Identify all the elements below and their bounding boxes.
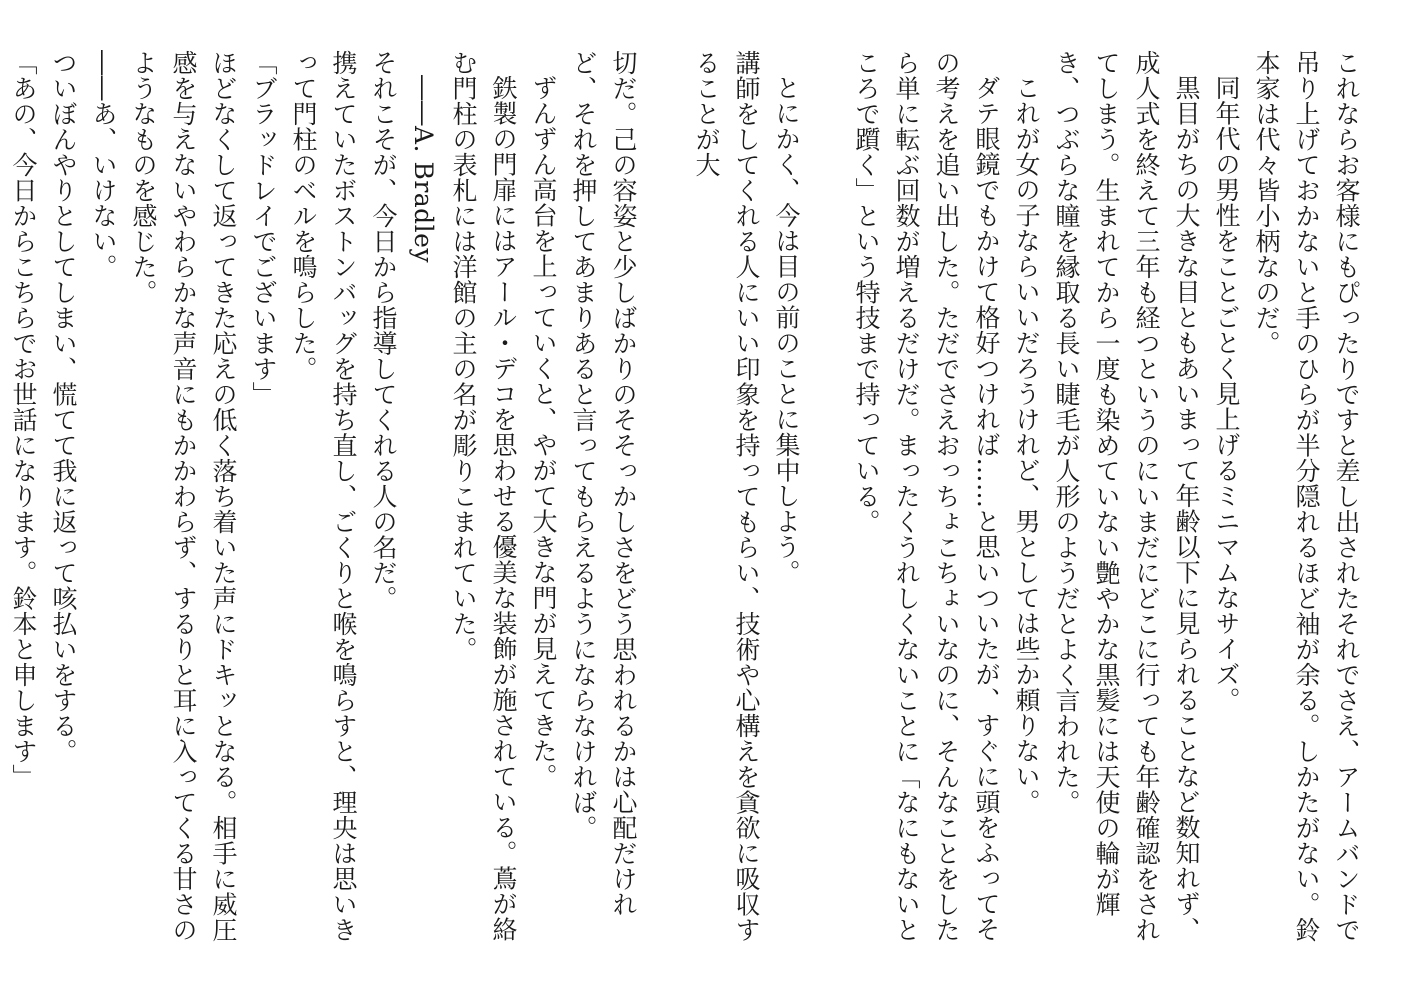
paragraph: 携えていたボストンバッグを持ち直し、ごくりと喉を鳴らすと、理央は思いきって門柱のベルを鳴らした。 (289, 50, 358, 943)
paragraph: ――あ、いけない。 (89, 50, 118, 280)
paragraph: それこそが、今日から指導してくれる人の名だ。 (369, 50, 398, 611)
paragraph: ついぼんやりとしてしまい、慌てて我に返って咳払いをする。 (49, 50, 78, 764)
left-page-text (9, 50, 643, 960)
paragraph: 鉄製の門扉にはアール・デコを思わせる優美な装飾が施されている。蔦が絡む門柱の表札には洋館の主の名が彫りこまれていた。 (449, 50, 518, 942)
paragraph: 黒目がちの大きな目ともあいまって年齢以下に見られることなど数知れず、成人式を終えて三年も経つというのにいまだにどこに行っても年齢確認をされてしまう。生まれてから一度も染めていない艶やかな黒髪には天使の輪が輝き、つぶらな瞳を縁取る長い睫毛が人形のようだとよく言われた。 (1052, 50, 1201, 943)
right-page (692, 0, 1414, 1000)
paragraph: これならお客様にもぴったりですと差し出されたそれでさえ、アームバンドで吊り上げておかないと手のひらが半分隠れるほど袖が余る。しかたがない。鈴本家は代々皆小柄なのだ。 (1252, 50, 1361, 943)
paragraph: 同年代の男性をことごとく見上げるミニマムなサイズ。 (1212, 75, 1241, 713)
paragraph: ほどなくして返ってきた応えの低く落ち着いた声にドキッとなる。相手に威圧感を与えないやわらかな声音にもかかわらず、するりと耳に入ってくる甘さのようなものを感じた。 (129, 50, 238, 943)
paragraph: 講師をしてくれる人にいい印象を持ってもらい、技術や心構えを貪欲に吸収することが大 (692, 50, 761, 943)
dialogue-line: 「あの、今日からこちらでお世話になります。鈴本と申します」 (9, 50, 38, 790)
dialogue-line: 「ブラッドレイでございます」 (249, 50, 278, 407)
right-page-text (692, 50, 1366, 960)
paragraph: ずんずん高台を上っていくと、やがて大きな門が見えてきた。 (529, 75, 558, 789)
blank-line (806, 50, 846, 51)
paragraph: 切だ。己の容姿と少しばかりのそそっかしさをどう思われるかは心配だけれど、それを押してあまりあると言ってもらえるようにならなければ。 (569, 50, 638, 917)
nameplate-line: ――A. Bradley (409, 75, 438, 264)
paragraph: ダテ眼鏡でもかけて格好つければ……と思いついたが、すぐに頭をふってその考えを追い出した。ただでさえおっちょこちょいなのに、そんなことをしたら単に転ぶ回数が増えるだけだ。まったくうれしくないことに「なにもないところで躓く」という特技まで持っている。 (852, 50, 1001, 943)
paragraph: これが女の子ならいいだろうけれど、男としては些か頼りない。 (1012, 75, 1041, 815)
paragraph: とにかく、今は目の前のことに集中しよう。 (772, 75, 801, 585)
